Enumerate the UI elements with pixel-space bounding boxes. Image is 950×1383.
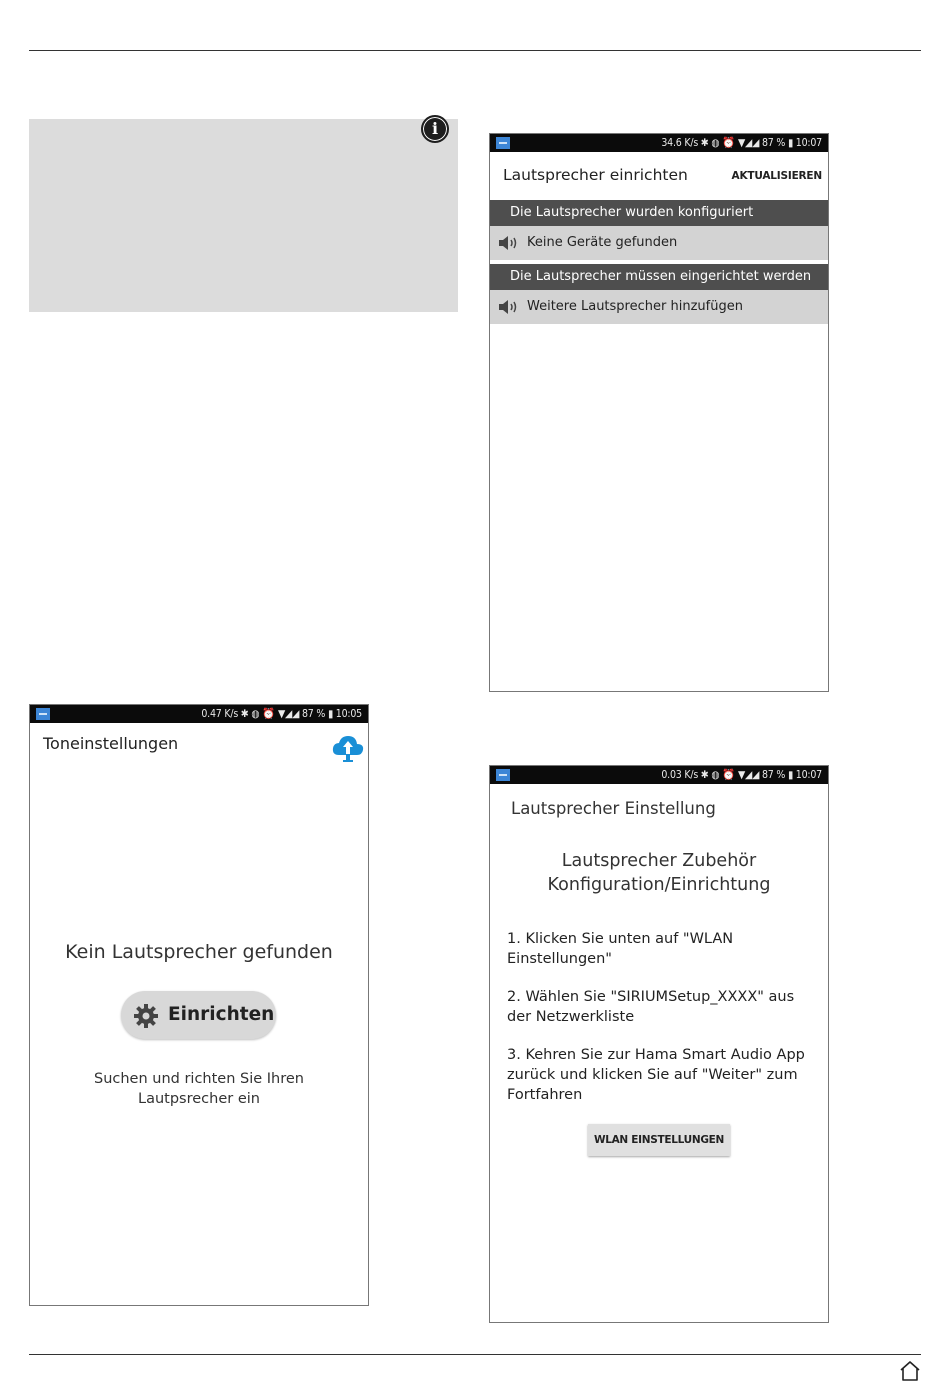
status-icons: [201, 705, 362, 723]
speaker-icon: [498, 235, 520, 251]
gear-icon: [133, 1003, 159, 1029]
list-item-add-speakers[interactable]: [490, 290, 828, 324]
info-note-box: [29, 119, 458, 312]
system-icons: ✱ ◍ ⏰ ▼◢◢: [240, 708, 302, 720]
list-item-label: Keine Geräte gefunden: [527, 235, 678, 250]
setup-hint: Suchen und richten Sie Ihren Lautpsrecher ein: [93, 1071, 304, 1107]
network-speed: 0.47 K/s: [201, 708, 239, 720]
clock: 10:07: [795, 137, 822, 149]
network-speed: 34.6 K/s: [661, 137, 699, 149]
instruction-step-1: 1. Klicken Sie unten auf "WLAN Einstellungen": [507, 931, 734, 967]
battery-level: 87 %: [301, 708, 326, 720]
clock: 10:05: [335, 708, 362, 720]
clock: 10:07: [795, 769, 822, 781]
status-icons: [661, 766, 822, 784]
phone-screenshot-speaker-configuration: [489, 765, 829, 1323]
status-bar: [490, 134, 828, 152]
refresh-button[interactable]: AKTUALISIEREN: [731, 170, 822, 182]
heading-line-1: Lautsprecher Zubehör: [561, 851, 757, 871]
network-speed: 0.03 K/s: [661, 769, 699, 781]
system-icons: ✱ ◍ ⏰ ▼◢◢: [700, 137, 762, 149]
phone-screenshot-speaker-setup: [489, 133, 829, 692]
status-bar: [30, 705, 368, 723]
battery-level: 87 %: [761, 769, 786, 781]
setup-button[interactable]: [121, 991, 276, 1039]
configuration-heading: [490, 849, 828, 897]
app-notification-icon: [36, 708, 50, 720]
cloud-upload-icon[interactable]: [331, 733, 365, 763]
battery-icon: ▮: [787, 769, 793, 781]
setup-button-label: Einrichten: [168, 1004, 275, 1025]
screen-title: Toneinstellungen: [43, 734, 179, 753]
list-item-no-devices[interactable]: [490, 226, 828, 260]
status-icons: [661, 134, 822, 152]
top-divider: [29, 50, 921, 51]
home-icon[interactable]: [898, 1360, 922, 1382]
wlan-settings-button[interactable]: WLAN EINSTELLUNGEN: [588, 1124, 730, 1156]
instruction-step-3: 3. Kehren Sie zur Hama Smart Audio App zurück und klicken Sie auf "Weiter" zum Fortfahren: [507, 1047, 805, 1103]
battery-level: 87 %: [761, 137, 786, 149]
status-bar: [490, 766, 828, 784]
section-header-needs-setup: Die Lautsprecher müssen eingerichtet werden: [490, 264, 828, 290]
heading-line-2: Konfiguration/Einrichtung: [547, 875, 771, 895]
battery-icon: ▮: [787, 137, 793, 149]
info-icon: i: [421, 115, 449, 143]
app-notification-icon: [496, 769, 510, 781]
screen-title: Lautsprecher Einstellung: [511, 799, 716, 818]
system-icons: ✱ ◍ ⏰ ▼◢◢: [700, 769, 762, 781]
speaker-icon: [498, 299, 520, 315]
list-item-label: Weitere Lautsprecher hinzufügen: [527, 299, 743, 314]
empty-state-message: Kein Lautsprecher gefunden: [65, 941, 333, 963]
app-notification-icon: [496, 137, 510, 149]
screen-title: Lautsprecher einrichten: [503, 166, 688, 184]
bottom-divider: [29, 1354, 921, 1355]
phone-screenshot-sound-settings: [29, 704, 369, 1306]
battery-icon: ▮: [327, 708, 333, 720]
section-header-configured: Die Lautsprecher wurden konfiguriert: [490, 200, 828, 226]
instruction-step-2: 2. Wählen Sie "SIRIUMSetup_XXXX" aus der Netzwerkliste: [507, 989, 795, 1025]
